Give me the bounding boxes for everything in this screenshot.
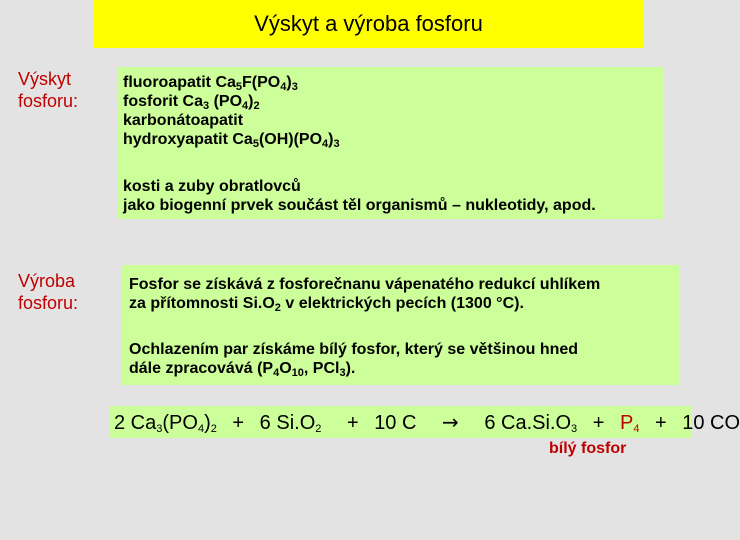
- mineral-fosforit: fosforit $Ca_3$ $(PO_4)_2$: [123, 93, 260, 112]
- occurrence-box: [118, 67, 664, 219]
- production-paragraph-2: Ochlazením par získáme bílý fosfor, který se většinou hned dále zpracovává ($P_4O_{10}$, PCl$_3$).: [129, 341, 579, 379]
- occurrence-label-line1: Výskyt: [18, 69, 72, 89]
- product-white-phosphorus: $P_4$: [619, 412, 640, 435]
- production-box: [122, 265, 679, 385]
- reactant-carbon: 10 C: [374, 412, 417, 434]
- plus-sign: +: [232, 412, 245, 434]
- reactant-calcium-phosphate: 2 $Ca_3(PO_4)_2$: [114, 412, 217, 435]
- product-calcium-silicate: 6 $Ca.Si.O_3$: [484, 412, 578, 435]
- biogenic-line1: kosti a zuby obratlovců: [123, 178, 301, 195]
- mineral-fluoroapatit: fluoroapatit $Ca_5F(PO_4)_3$: [123, 74, 298, 93]
- biogenic-text: [123, 177, 596, 215]
- reactant-silica: 6 $Si.O_2$: [259, 412, 322, 435]
- occurrence-label: [18, 68, 78, 112]
- occurrence-label-line2: fosforu:: [18, 91, 79, 111]
- mineral-karbonatoapatit: karbonátoapatit: [123, 112, 244, 129]
- mineral-list: [123, 73, 340, 149]
- slide-title: [93, 0, 644, 48]
- reaction-arrow-icon: →: [442, 410, 459, 434]
- production-paragraph-1: Fosfor se získává z fosforečnanu vápenatého redukcí uhlíkem za přítomnosti $Si.O_2$ v elektrických pecích (1300 °C).: [129, 276, 601, 314]
- production-label-line1: Výroba: [18, 271, 76, 291]
- plus-sign: +: [655, 412, 667, 434]
- white-phosphorus-label: bílý fosfor: [549, 440, 627, 457]
- plus-sign: +: [346, 412, 359, 434]
- production-label: [18, 270, 78, 314]
- production-label-line2: fosforu:: [18, 293, 79, 313]
- mineral-hydroxyapatit: hydroxyapatit $Ca_5(OH)(PO_4)_3$: [123, 131, 340, 150]
- reaction-equation: [109, 406, 740, 438]
- biogenic-line2: jako biogenní prvek součást těl organismů – nukleotidy, apod.: [123, 197, 596, 214]
- product-carbon-monoxide: 10 CO: [682, 412, 740, 434]
- slide-title-text: Výskyt a výroba fosforu: [254, 11, 483, 36]
- plus-sign: +: [592, 412, 605, 434]
